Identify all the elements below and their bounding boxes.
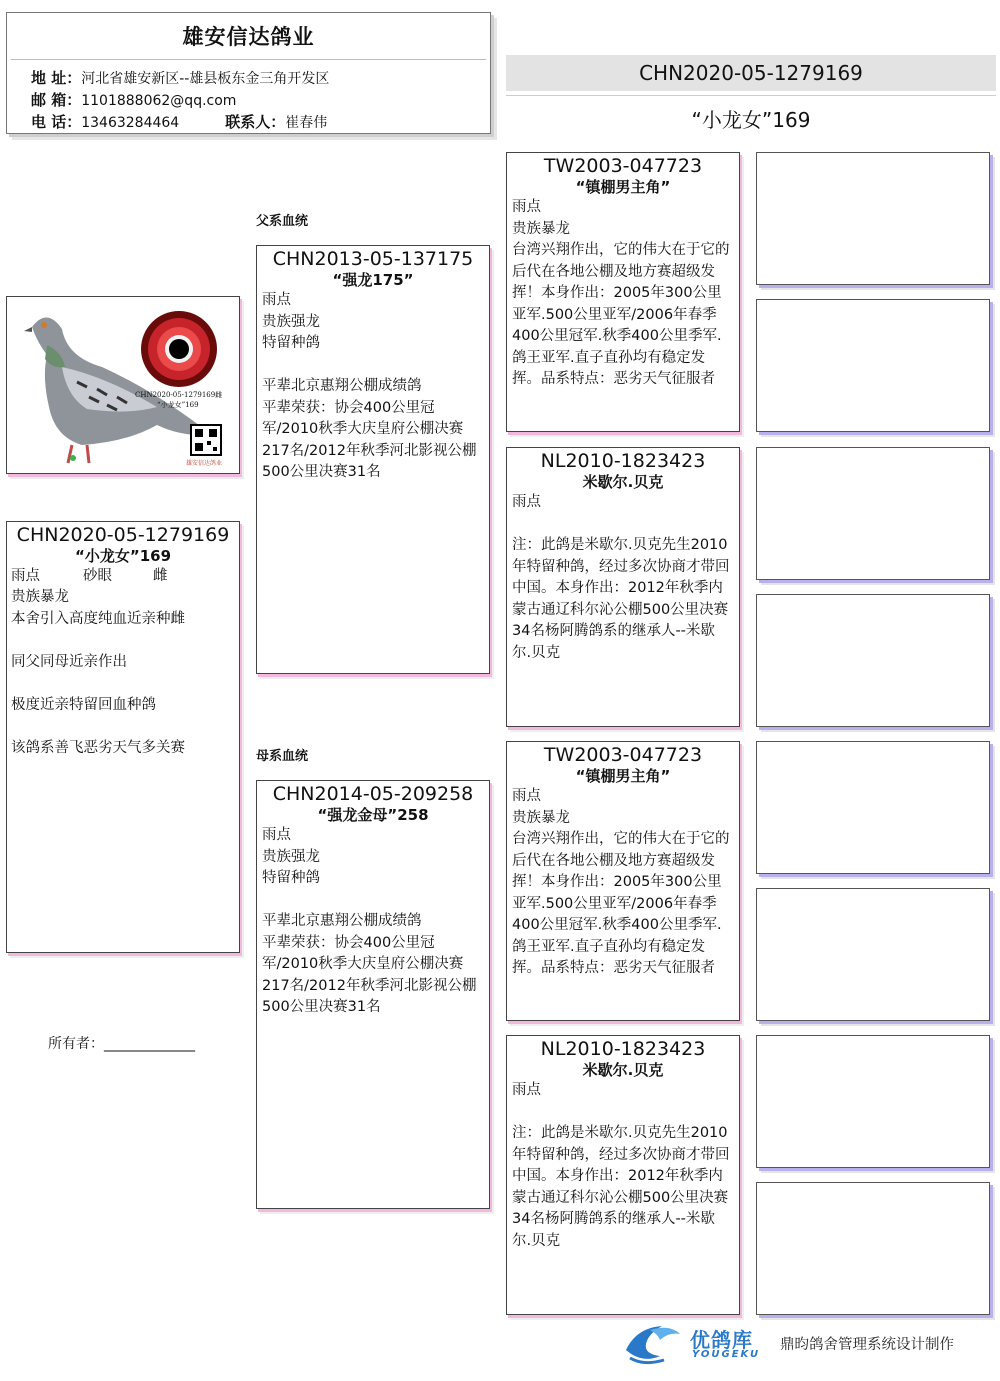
dam-card <box>256 780 490 1209</box>
footer-logo <box>620 1320 770 1368</box>
grand-ring: NL2010-1823423 <box>540 1038 706 1060</box>
subject-title-bar <box>506 55 996 91</box>
email-value[interactable]: 1101888062@qq.com <box>81 93 237 109</box>
subject-eye: 砂眼 <box>83 568 112 584</box>
great-grand-box <box>756 1035 990 1168</box>
loft-title: 雄安信达鸽业 <box>182 25 315 49</box>
grand-name: “镇棚男主角” <box>575 767 671 785</box>
grand-body: 雨点 注：此鸽是米歇尔.贝克先生2010年特留种鸽，经过多次协商才带回中国。本身作出：2012年秋季内蒙古通辽科尔沁公棚500公里决赛34名杨阿腾鸽系的继承人--米歇尔.贝克 <box>512 1082 730 1249</box>
phone-value[interactable]: 13463284464 <box>81 115 180 131</box>
great-grand-box <box>756 1182 990 1315</box>
owner-blank: _____________ <box>104 1036 195 1052</box>
subject-title-rule <box>506 95 996 96</box>
grand-ring: NL2010-1823423 <box>540 450 706 472</box>
subject-ring: CHN2020-05-1279169 <box>16 524 230 546</box>
great-grand-box <box>756 447 990 580</box>
grand-name: 米歇尔.贝克 <box>582 473 664 491</box>
grand-name: “镇棚男主角” <box>575 178 671 196</box>
subject-title-ring: CHN2020-05-1279169 <box>639 61 863 85</box>
dam-body: 雨点 贵族强龙 特留种鸽 平辈北京惠翔公棚成绩鸽 平辈荣获：协会400公里冠军/2010秋季大庆皇府公棚决赛217名/2012年秋季河北影视公棚500公里决赛31名 <box>262 827 477 1015</box>
header-card <box>6 12 491 134</box>
photo-caption-ring: CHN2020-05-1279169雌 <box>135 391 223 399</box>
subject-title-name: “小龙女”169 <box>691 108 811 132</box>
phone-label: 电 话： <box>31 113 82 131</box>
sire-ring: CHN2013-05-137175 <box>272 248 474 270</box>
dam-section-label: 母系血统 <box>256 749 309 764</box>
great-grand-box <box>756 741 990 874</box>
header-divider <box>11 59 486 60</box>
pigeon-photo <box>6 296 240 474</box>
wave-logo-icon <box>620 1320 682 1366</box>
grand-body: 雨点 贵族暴龙 台湾兴翔作出，它的伟大在于它的后代在各地公棚及地方赛超级发挥！本身作出：2005年300公里亚军.500公里亚军/2006年春季400公里冠军.秋季400公里季军.鸽王亚军.直子直孙均有稳定发挥。品系特点：恶劣天气征服者 <box>512 199 730 387</box>
photo-footer-text: 雄安信达鸽业 <box>186 460 223 467</box>
grand-card <box>506 152 740 432</box>
address-label: 地 址： <box>31 69 82 87</box>
subject-notes: 本舍引入高度纯血近亲种雌 同父同母近亲作出 极度近亲特留回血种鸽 该鸽系善飞恶劣天气多关赛 <box>11 610 185 756</box>
grand-card <box>506 447 740 727</box>
sire-name: “强龙175” <box>332 271 414 289</box>
address-value: 河北省雄安新区--雄县板东金三角开发区 <box>81 71 330 87</box>
subject-sex: 雌 <box>153 568 168 584</box>
subject-card <box>6 521 240 953</box>
contact-value: 崔春伟 <box>285 115 328 131</box>
footer-logo-en: YOUGEKU <box>692 1349 761 1360</box>
grand-name: 米歇尔.贝克 <box>582 1061 664 1079</box>
sire-body: 雨点 贵族强龙 特留种鸽 平辈北京惠翔公棚成绩鸽 平辈荣获：协会400公里冠军/2010秋季大庆皇府公棚决赛217名/2012年秋季河北影视公棚500公里决赛31名 <box>262 292 477 480</box>
great-grand-box <box>756 888 990 1021</box>
footer-logo-cn: 优鸽库 <box>690 1328 753 1352</box>
great-grand-box <box>756 594 990 727</box>
owner-line <box>48 1033 195 1053</box>
subject-color: 雨点 <box>11 568 40 584</box>
subject-name: “小龙女”169 <box>74 547 172 565</box>
great-grand-box <box>756 299 990 432</box>
grand-card <box>506 1035 740 1315</box>
footer-credit: 鼎昀鸽舍管理系统设计制作 <box>780 1337 954 1353</box>
pigeon-image <box>7 297 239 473</box>
email-label: 邮 箱： <box>31 91 82 109</box>
grand-card <box>506 741 740 1021</box>
dam-ring: CHN2014-05-209258 <box>272 783 474 805</box>
sire-section-label: 父系血统 <box>256 214 309 229</box>
grand-body: 雨点 注：此鸽是米歇尔.贝克先生2010年特留种鸽，经过多次协商才带回中国。本身作出：2012年秋季内蒙古通辽科尔沁公棚500公里决赛34名杨阿腾鸽系的继承人--米歇尔.贝克 <box>512 494 730 661</box>
sire-card <box>256 245 490 674</box>
grand-ring: TW2003-047723 <box>543 155 703 177</box>
photo-caption-name: “小龙女”169 <box>157 401 199 409</box>
subject-strain: 贵族暴龙 <box>11 589 69 605</box>
owner-label: 所有者： <box>48 1036 104 1052</box>
great-grand-box <box>756 152 990 285</box>
grand-body: 雨点 贵族暴龙 台湾兴翔作出，它的伟大在于它的后代在各地公棚及地方赛超级发挥！本身作出：2005年300公里亚军.500公里亚军/2006年春季400公里冠军.秋季400公里季军.鸽王亚军.直子直孙均有稳定发挥。品系特点：恶劣天气征服者 <box>512 788 730 976</box>
grand-ring: TW2003-047723 <box>543 744 703 766</box>
contact-label: 联系人： <box>225 113 286 131</box>
dam-name: “强龙金母”258 <box>317 806 429 824</box>
